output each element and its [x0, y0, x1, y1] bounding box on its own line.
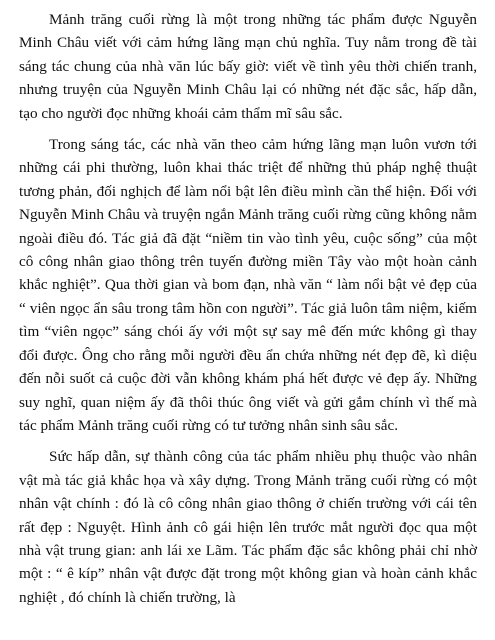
paragraph-romantic-inspiration: Trong sáng tác, các nhà văn theo cảm hứng lãng mạn luôn vươn tới những cái phi thường, luôn khai thác triệt để những thủ pháp nghệ thuật tương phản, đối nghịch để làm nổi bật lên điều mình cần thể hiện. Đối với Nguyễn Minh Châu và truyện ngắn Mảnh trăng cuối rừng cũng không nằm ngoài điều đó. Tác giả đã đặt “niềm tin vào tình yêu, cuộc sống” của một cô công nhân giao thông trên tuyến đường miền Tây vào một hoàn cảnh khắc nghiệt”. Qua thời gian và bom đạn, nhà văn “ làm nổi bật vẻ đẹp của “ viên ngọc ẩn sâu trong tâm hồn con người”. Tác giả luôn tâm niệm, kiếm tìm “viên ngọc” sáng chói ấy với một sự say mê đến mức không gì thay đổi được. Ông cho rằng mỗi người đều ẩn chứa những nét đẹp đẽ, kì diệu đến nỗi suốt cả cuộc đời vẫn không khám phá hết được vẻ đẹp ấy. Những suy nghĩ, quan niệm ấy đã thôi thúc ông viết và gửi gắm chính vì thế mà tác phẩm Mảnh trăng cuối rừng có tư tưởng nhân sinh sâu sắc.: [19, 136, 477, 434]
paragraph-character: Sức hấp dẫn, sự thành công của tác phẩm nhiều phụ thuộc vào nhân vật mà tác giả khắc họa và xây dựng. Trong Mảnh trăng cuối rừng có một nhân vật chính : đó là cô công nhân giao thông ở chiến trường với cái tên rất đẹp : Nguyệt. Hình ảnh cô gái hiện lên trước mắt người đọc qua một nhà vật trung gian: anh lái xe Lãm. Tác phẩm đặc sắc không phải chỉ nhờ một : “ ê kíp” nhân vật được đặt trong một không gian và hoàn cảnh khắc nghiệt , đó chính là chiến trường, là: [19, 448, 477, 606]
document-page: [19, 8, 477, 609]
paragraph-intro: Mảnh trăng cuối rừng là một trong những tác phẩm được Nguyễn Minh Châu viết với cảm hứng lãng mạn chủ nghĩa. Tuy nằm trong đề tài sáng tác chung của nhà văn lúc bấy giờ: viết về tình yêu thời chiến tranh, nhưng truyện của Nguyễn Minh Châu lại có những nét đặc sắc, hấp dẫn, tạo cho người đọc những khoái cảm thẩm mĩ sâu sắc.: [19, 11, 477, 122]
